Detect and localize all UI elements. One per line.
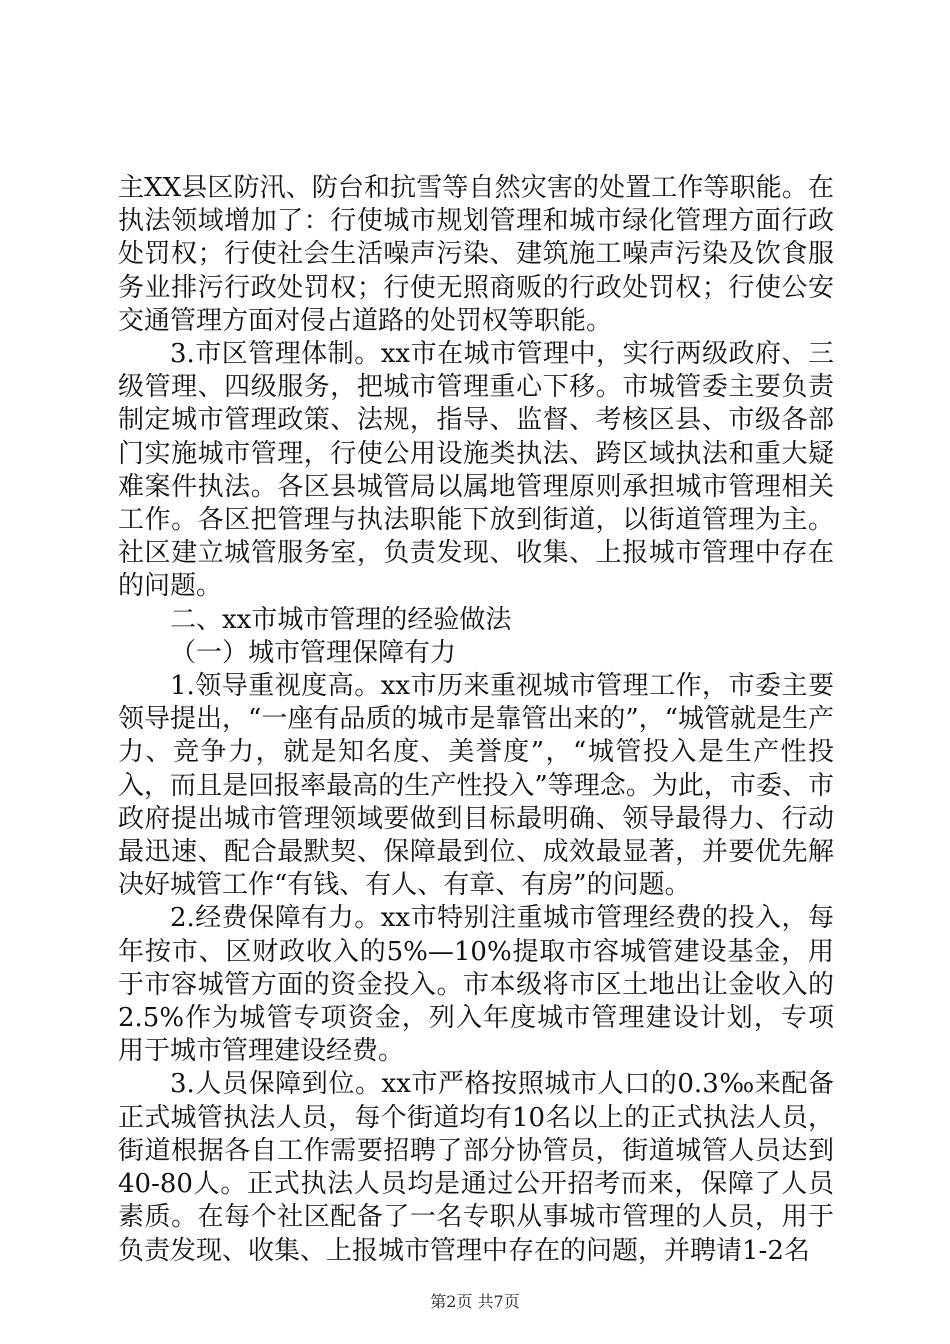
section-heading: 二、xx市城市管理的经验做法	[170, 604, 512, 635]
paragraph-6: 2.经费保障有力。xx市特别注重城市管理经费的投入，每年按市、区财政收入的5%—10%提取市容城管建设基金，用于市容城管方面的资金投入。市本级将市区土地出让金收入的2.5%作为城管专项资金，列入年度城市管理建设计划，专项用于城市管理建设经费。	[118, 903, 834, 1067]
paragraph-1: 主XX县区防汛、防台和抗雪等自然灾害的处置工作等职能。在执法领域增加了：行使城市规划管理和城市绿化管理方面行政处罚权；行使社会生活噪声污染、建筑施工噪声污染及饮食服务业排污行政处罚权；行使无照商贩的行政处罚权；行使公安交通管理方面对侵占道路的处罚权等职能。	[118, 173, 834, 336]
document-body	[118, 172, 834, 1268]
page-number-footer: 第2页 共7页	[430, 1292, 520, 1311]
paragraph-5: 1.领导重视度高。xx市历来重视城市管理工作，市委主要领导提出，“一座有品质的城市是靠管出来的”，“城管就是生产力、竞争力，就是知名度、美誉度”，“城管投入是生产性投入，而且是回报率最高的生产性投入”等理念。为此，市委、市政府提出城市管理领域要做到目标最明确、领导最得力、行动最迅速、配合最默契、保障最到位、成效最显著，并要优先解决好城管工作“有钱、有人、有章、有房”的问题。	[118, 671, 834, 901]
paragraph-7: 3.人员保障到位。xx市严格按照城市人口的0.3‰来配备正式城管执法人员，每个街道均有10名以上的正式执法人员，街道根据各自工作需要招聘了部分协管员，街道城管人员达到40-80人。正式执法人员均是通过公开招考而来，保障了人员素质。在每个社区配备了一名专职从事城市管理的人员，用于负责发现、收集、上报城市管理中存在的问题，并聘请1-2名	[118, 1069, 834, 1266]
subsection-heading: （一）城市管理保障有力	[170, 637, 457, 668]
paragraph-2: 3.市区管理体制。xx市在城市管理中，实行两级政府、三级管理、四级服务，把城市管理重心下移。市城管委主要负责制定城市管理政策、法规，指导、监督、考核区县、市级各部门实施城市管理，行使公用设施类执法、跨区域执法和重大疑难案件执法。各区县城管局以属地管理原则承担城市管理相关工作。各区把管理与执法职能下放到街道，以街道管理为主。社区建立城管服务室，负责发现、收集、上报城市管理中存在的问题。	[118, 339, 834, 602]
